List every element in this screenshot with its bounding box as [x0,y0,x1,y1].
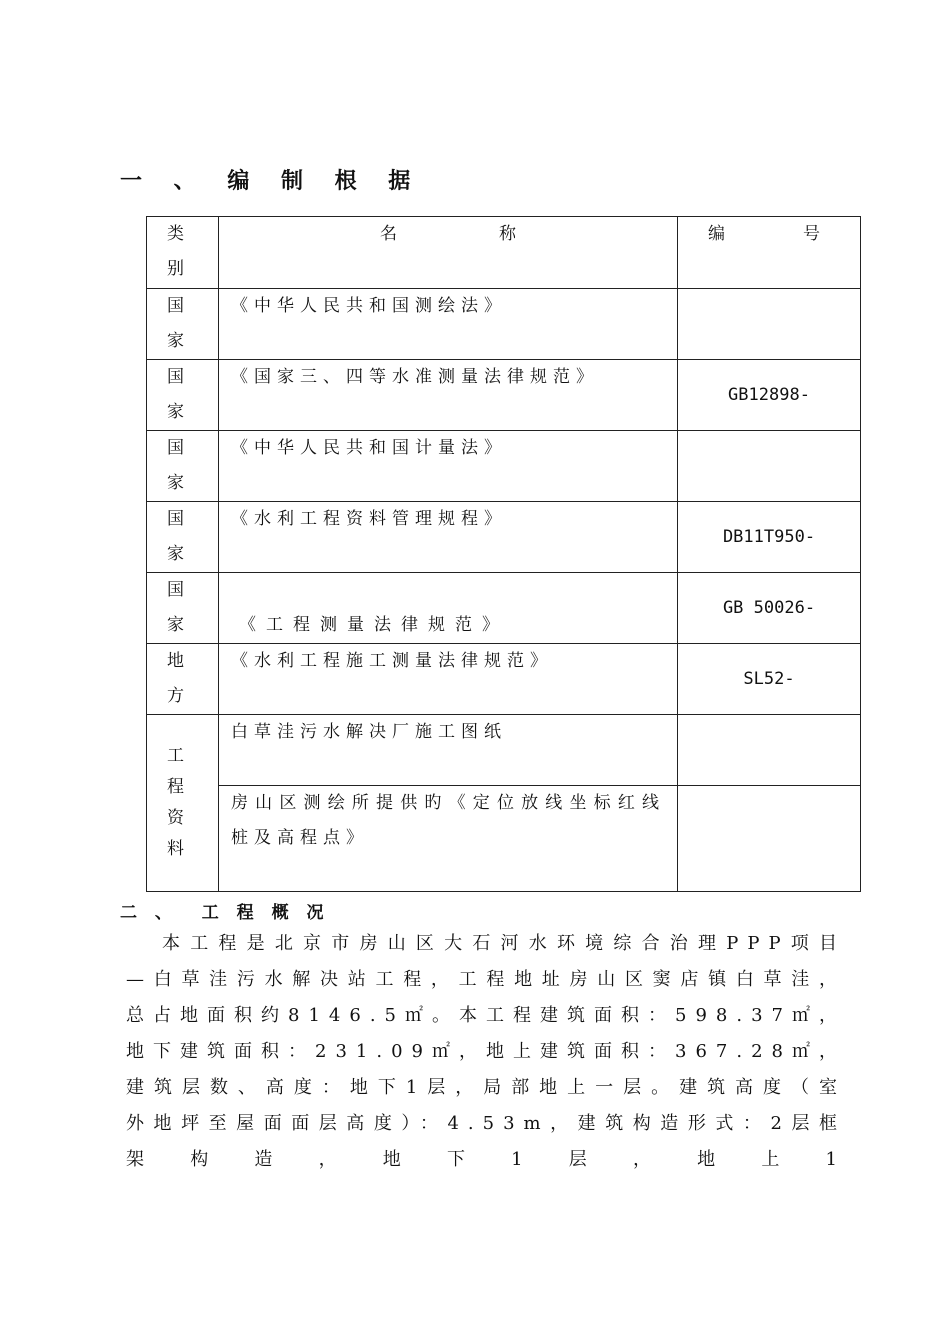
table-row [147,573,861,644]
section-1-heading: 一 、 编 制 根 据 [120,169,423,194]
row-name: 《水利工程施工测量法律规范》 [219,644,678,715]
row-category: 地方 [147,644,219,715]
row-name: 《工程测量法律规范》 [219,573,678,644]
row-category: 工程资料 [147,715,219,892]
row-name: 房山区测绘所提供旳《定位放线坐标红线桩及高程点》 [219,786,678,892]
row-name: 《水利工程资料管理规程》 [219,502,678,573]
row-code [678,786,861,892]
table-row [147,644,861,715]
row-code: GB12898- [678,360,861,431]
row-category: 国家 [147,431,219,502]
header-category: 类别 [147,217,219,289]
row-code [678,431,861,502]
row-code: SL52- [678,644,861,715]
row-name: 《国家三、四等水准测量法律规范》 [219,360,678,431]
table-row [147,786,861,892]
row-code [678,715,861,786]
row-category: 国家 [147,289,219,360]
section-2-heading: 二 、 工 程 概 况 [120,903,330,923]
table-row [147,289,861,360]
header-name: 名 称 [219,217,678,289]
row-name: 《中华人民共和国计量法》 [219,431,678,502]
project-overview-paragraph: 本工程是北京市房山区大石河水环境综合治理PPP项目—白草洼污水解决站工程，工程地址房山区窦店镇白草洼，总占地面积约8146.5㎡。本工程建筑面积：598.37㎡，地下建筑面积：231.09㎡，地上建筑面积：367.28㎡，建筑层数、高度：地下1层，局部地上一层。建筑高度（室外地坪至屋面面层高度）：4.53m，建筑构造形式：2层框架构造，地下1层，地上1 [126,933,846,1170]
row-code [678,289,861,360]
basis-table [146,216,861,892]
row-category: 国家 [147,360,219,431]
header-code: 编 号 [678,217,861,289]
row-name: 《中华人民共和国测绘法》 [219,289,678,360]
row-category: 国家 [147,573,219,644]
table-header-row [147,217,861,289]
table-row [147,715,861,786]
row-code: DB11T950- [678,502,861,573]
row-category: 国家 [147,502,219,573]
row-code: GB 50026- [678,573,861,644]
table-row [147,431,861,502]
row-name: 白草洼污水解决厂施工图纸 [219,715,678,786]
table-row [147,360,861,431]
table-row [147,502,861,573]
